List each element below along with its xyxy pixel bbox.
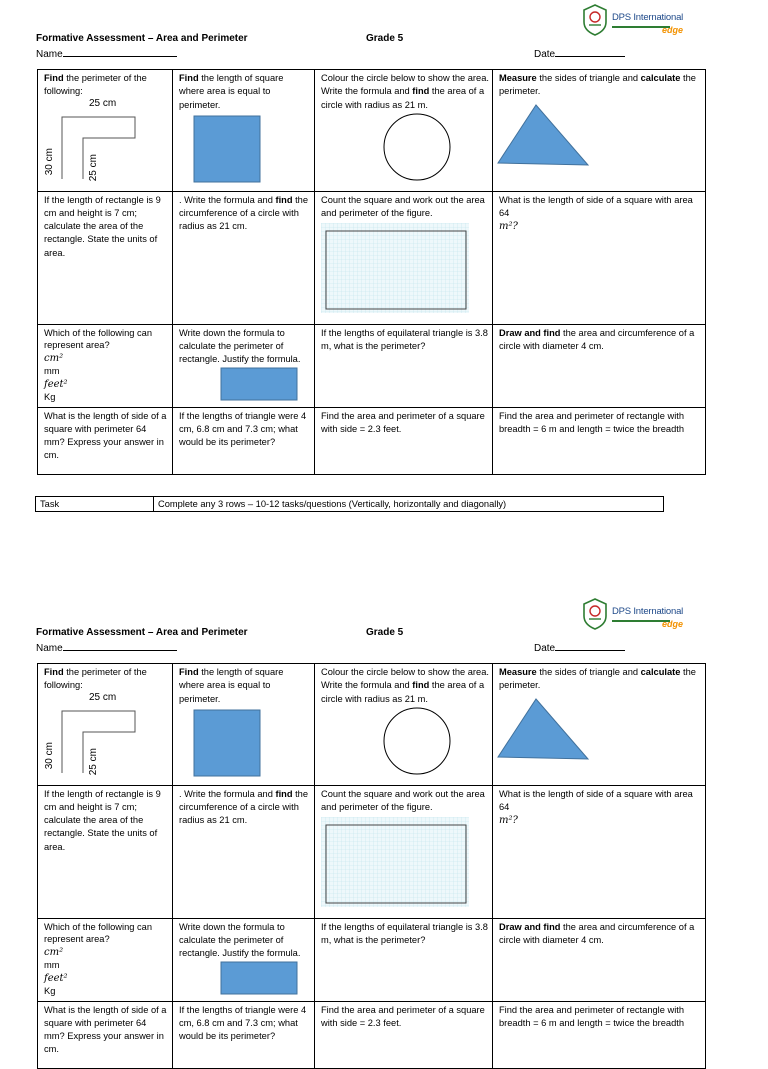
logo-edge: edge bbox=[662, 619, 684, 629]
cell-r1c1 bbox=[38, 664, 173, 786]
logo-text: DPS International bbox=[612, 12, 684, 23]
cell-r2c1 bbox=[38, 785, 173, 918]
date-blank[interactable] bbox=[555, 47, 625, 57]
cell-r2c4 bbox=[493, 785, 706, 918]
cell-r1c2 bbox=[173, 664, 315, 786]
cell-r3c4 bbox=[493, 918, 706, 1001]
option-cm2: cm² bbox=[44, 946, 64, 958]
cell-text: If the lengths of triangle were 4 cm, 6.8 cm and 7.3 cm; what would be its perimeter? bbox=[179, 410, 307, 448]
date-field[interactable] bbox=[534, 47, 625, 60]
option-feet2: feet² bbox=[44, 972, 68, 984]
cell-r1c1 bbox=[38, 70, 173, 192]
grid-paper-figure bbox=[321, 223, 469, 313]
crest-icon bbox=[582, 598, 608, 630]
cell-text: . Write the formula and bbox=[179, 788, 276, 799]
table-row bbox=[38, 191, 706, 324]
cell-r4c1 bbox=[38, 1001, 173, 1068]
cell-r4c3 bbox=[315, 407, 493, 474]
table-row bbox=[38, 70, 706, 192]
name-blank[interactable] bbox=[63, 47, 177, 57]
cell-text: Find the area and perimeter of a square with side = 2.3 feet. bbox=[321, 410, 485, 434]
label-inner: 25 cm bbox=[87, 153, 99, 181]
cell-r4c4 bbox=[493, 407, 706, 474]
cell-text: Find the area and perimeter of rectangle with breadth = 6 m and length = twice the breadth bbox=[499, 1004, 685, 1028]
task-table bbox=[35, 496, 664, 512]
cell-bold: find bbox=[275, 194, 293, 205]
table-row bbox=[36, 497, 664, 512]
option-kg: Kg bbox=[44, 986, 56, 997]
cell-text: Colour the circle below to show the area. Write the formula and bbox=[321, 73, 489, 97]
cell-bold: calculate bbox=[640, 73, 681, 83]
cell-text: the length of square where area is equal to perimeter. bbox=[179, 667, 284, 704]
cell-text: Find the area and perimeter of a square with side = 2.3 feet. bbox=[321, 1004, 485, 1028]
date-blank[interactable] bbox=[555, 641, 625, 651]
task-grid bbox=[37, 663, 706, 1069]
cell-r2c1 bbox=[38, 191, 173, 324]
cell-r4c2 bbox=[173, 1001, 315, 1068]
grade-label: Grade 5 bbox=[366, 33, 404, 44]
cell-text: the area and circumference of a circle with diameter 4 cm. bbox=[499, 327, 695, 351]
cell-text: Count the square and work out the area and perimeter of the figure. bbox=[321, 194, 485, 218]
date-label: Date bbox=[534, 49, 556, 60]
option-kg: Kg bbox=[44, 392, 56, 403]
cell-bold: Measure bbox=[499, 73, 537, 83]
math-unit: m²? bbox=[499, 221, 518, 233]
task-label: Task bbox=[36, 497, 154, 512]
blue-triangle bbox=[496, 101, 596, 167]
cell-text: What is the length of side of a square with perimeter 64 mm? Express your answer in cm. bbox=[44, 1004, 167, 1055]
school-logo bbox=[582, 598, 690, 632]
logo-edge: edge bbox=[662, 25, 684, 35]
cell-text: the perimeter. bbox=[499, 73, 696, 97]
option-cm2: cm² bbox=[44, 352, 64, 364]
cell-text: What is the length of side of a square with area 64 bbox=[499, 194, 693, 218]
cell-text: If the lengths of equilateral triangle is 3.8 m, what is the perimeter? bbox=[321, 327, 488, 351]
cell-text: the perimeter of the following: bbox=[44, 667, 147, 691]
cell-r4c4 bbox=[493, 1001, 706, 1068]
cell-bold: Find bbox=[44, 667, 64, 677]
cell-r3c1 bbox=[38, 324, 173, 407]
cell-text: Which of the following can represent area? bbox=[44, 327, 153, 351]
cell-r2c2 bbox=[173, 191, 315, 324]
cell-r1c4 bbox=[493, 664, 706, 786]
blue-square bbox=[193, 709, 263, 777]
cell-bold: Measure bbox=[499, 667, 537, 677]
empty-circle[interactable] bbox=[381, 706, 455, 778]
cell-r1c3 bbox=[315, 70, 493, 192]
cell-bold: Draw and find bbox=[499, 327, 561, 338]
logo-text: DPS International bbox=[612, 606, 684, 617]
cell-text: the circumference of a circle with radius as 21 cm. bbox=[179, 194, 309, 232]
cell-r3c3 bbox=[315, 918, 493, 1001]
label-left: 30 cm bbox=[43, 147, 55, 175]
name-label: Name bbox=[36, 643, 63, 654]
cell-text: the length of square where area is equal to perimeter. bbox=[179, 73, 284, 110]
label-top: 25 cm bbox=[89, 97, 117, 109]
cell-bold: find bbox=[275, 788, 293, 799]
cell-r2c3 bbox=[315, 191, 493, 324]
page-title: Formative Assessment – Area and Perimeter bbox=[36, 33, 248, 44]
page-title: Formative Assessment – Area and Perimeter bbox=[36, 627, 248, 638]
school-logo bbox=[582, 4, 690, 38]
cell-r2c4 bbox=[493, 191, 706, 324]
cell-r2c2 bbox=[173, 785, 315, 918]
crest-icon bbox=[582, 4, 608, 36]
cell-text: If the lengths of triangle were 4 cm, 6.8 cm and 7.3 cm; what would be its perimeter? bbox=[179, 1004, 307, 1042]
cell-text: Find the area and perimeter of rectangle with breadth = 6 m and length = twice the breadth bbox=[499, 410, 685, 434]
cell-text: What is the length of side of a square with area 64 bbox=[499, 788, 693, 812]
cell-text: the area and circumference of a circle with diameter 4 cm. bbox=[499, 921, 695, 945]
cell-bold: find bbox=[412, 86, 430, 97]
table-row bbox=[38, 324, 706, 407]
empty-circle[interactable] bbox=[381, 112, 455, 184]
cell-bold: Find bbox=[179, 667, 199, 677]
cell-r3c1 bbox=[38, 918, 173, 1001]
cell-r4c2 bbox=[173, 407, 315, 474]
cell-text: Write down the formula to calculate the perimeter of rectangle. Justify the formula. bbox=[179, 921, 301, 959]
cell-text: . Write the formula and bbox=[179, 194, 276, 205]
table-row bbox=[38, 1001, 706, 1068]
cell-r1c4 bbox=[493, 70, 706, 192]
date-field[interactable] bbox=[534, 641, 625, 654]
name-blank[interactable] bbox=[63, 641, 177, 651]
table-row bbox=[38, 918, 706, 1001]
cell-r3c2 bbox=[173, 324, 315, 407]
cell-bold: Find bbox=[179, 73, 199, 83]
task-grid bbox=[37, 69, 706, 475]
name-field[interactable] bbox=[36, 47, 177, 60]
cell-r3c3 bbox=[315, 324, 493, 407]
table-row bbox=[38, 785, 706, 918]
cell-text: Write down the formula to calculate the perimeter of rectangle. Justify the formula. bbox=[179, 327, 301, 365]
cell-r4c3 bbox=[315, 1001, 493, 1068]
l-shape-figure bbox=[44, 693, 169, 785]
cell-text: Which of the following can represent area? bbox=[44, 921, 153, 945]
grade-label: Grade 5 bbox=[366, 627, 404, 638]
cell-r4c1 bbox=[38, 407, 173, 474]
math-unit: m²? bbox=[499, 815, 518, 827]
date-label: Date bbox=[534, 643, 556, 654]
cell-text: Colour the circle below to show the area. Write the formula and bbox=[321, 667, 489, 691]
option-mm: mm bbox=[44, 366, 60, 377]
label-top: 25 cm bbox=[89, 691, 117, 703]
cell-r3c4 bbox=[493, 324, 706, 407]
table-row bbox=[38, 407, 706, 474]
cell-text: What is the length of side of a square with perimeter 64 mm? Express your answer in cm. bbox=[44, 410, 167, 461]
cell-bold: find bbox=[412, 680, 430, 691]
cell-r1c3 bbox=[315, 664, 493, 786]
blue-rectangle bbox=[220, 961, 298, 995]
grid-paper-figure bbox=[321, 817, 469, 907]
cell-text: the circumference of a circle with radius as 21 cm. bbox=[179, 788, 309, 826]
blue-rectangle bbox=[220, 367, 298, 401]
cell-text: the sides of triangle and bbox=[536, 667, 641, 677]
cell-bold: calculate bbox=[640, 667, 681, 677]
cell-r3c2 bbox=[173, 918, 315, 1001]
cell-text: If the length of rectangle is 9 cm and height is 7 cm; calculate the area of the rectangle. State the units of area. bbox=[44, 194, 161, 258]
cell-text: the perimeter. bbox=[499, 667, 696, 691]
blue-triangle bbox=[496, 695, 596, 761]
cell-r2c3 bbox=[315, 785, 493, 918]
task-text: Complete any 3 rows – 10-12 tasks/questions (Vertically, horizontally and diagonally) bbox=[154, 497, 664, 512]
cell-bold: Draw and find bbox=[499, 921, 561, 932]
l-shape-figure bbox=[44, 99, 169, 191]
table-row bbox=[38, 664, 706, 786]
cell-text: the area of a circle with radius as 21 m. bbox=[321, 680, 485, 704]
cell-text: Count the square and work out the area and perimeter of the figure. bbox=[321, 788, 485, 812]
cell-text: the area of a circle with radius as 21 m. bbox=[321, 86, 485, 110]
cell-bold: Find bbox=[44, 73, 64, 83]
name-label: Name bbox=[36, 49, 63, 60]
label-inner: 25 cm bbox=[87, 747, 99, 775]
option-feet2: feet² bbox=[44, 378, 68, 390]
cell-text: the perimeter of the following: bbox=[44, 73, 147, 97]
cell-r1c2 bbox=[173, 70, 315, 192]
cell-text: the sides of triangle and bbox=[536, 73, 641, 83]
cell-text: If the lengths of equilateral triangle is 3.8 m, what is the perimeter? bbox=[321, 921, 488, 945]
cell-text: If the length of rectangle is 9 cm and height is 7 cm; calculate the area of the rectangle. State the units of area. bbox=[44, 788, 161, 852]
blue-square bbox=[193, 115, 263, 183]
label-left: 30 cm bbox=[43, 741, 55, 769]
name-field[interactable] bbox=[36, 641, 177, 654]
option-mm: mm bbox=[44, 960, 60, 971]
